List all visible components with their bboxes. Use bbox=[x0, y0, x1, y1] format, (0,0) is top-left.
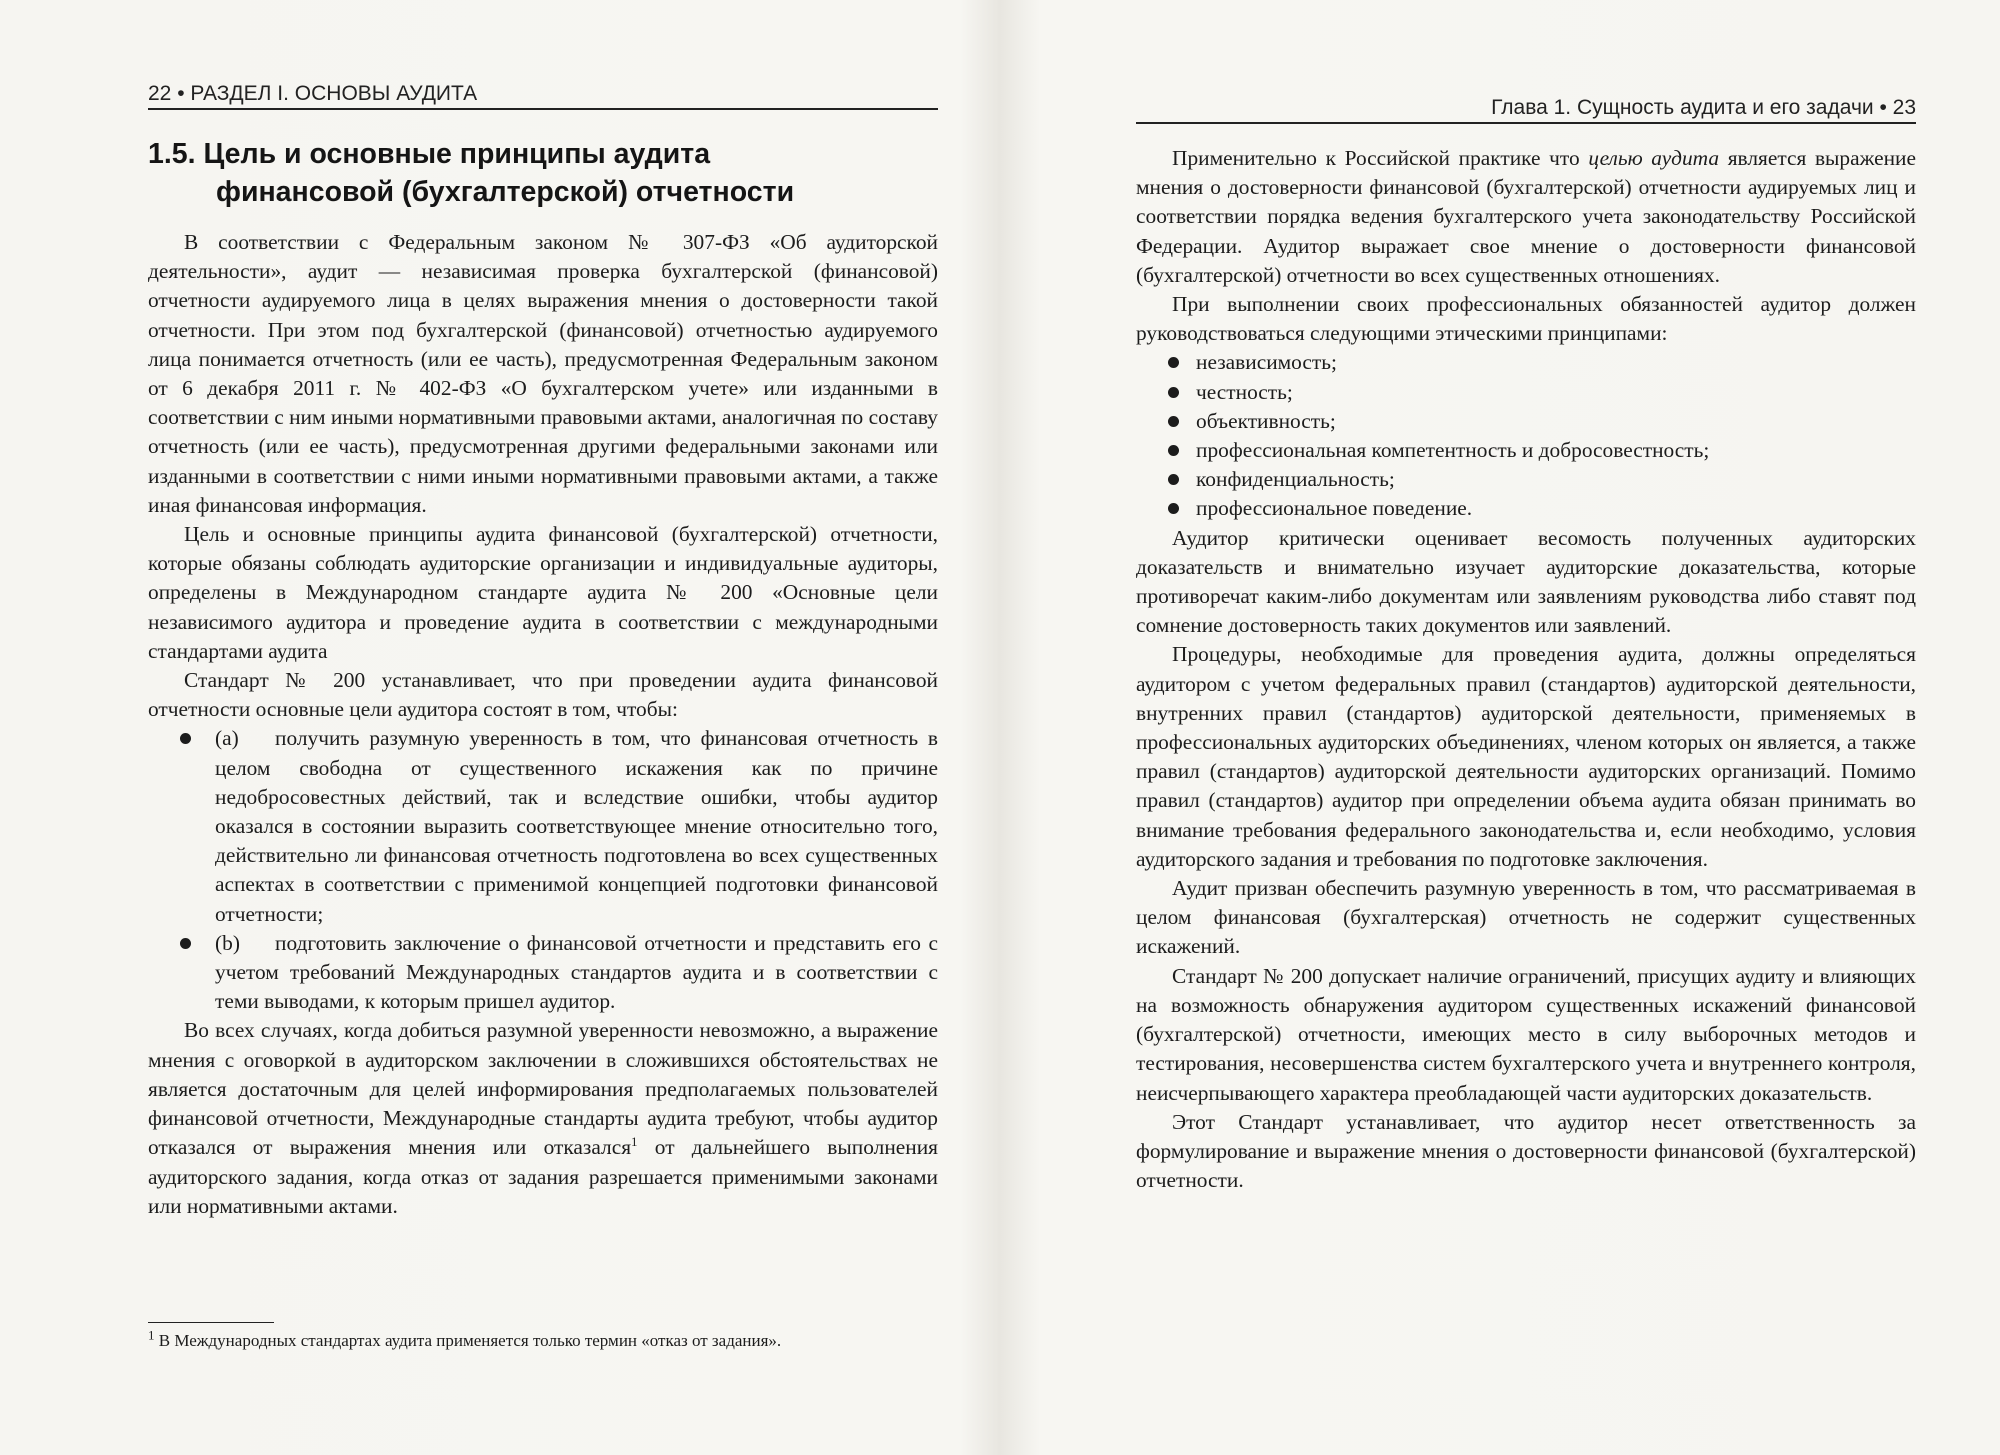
paragraph bbox=[1136, 144, 1916, 290]
paragraph-text: является выражение мнения о достоверности финансовой (бухгалтерской) отчетности аудируемых лиц и соответствии порядка ведения бухгалтерского учета законодательству Российской Федерации. Аудитор выражает свое мнение о достоверности финансовой (бухгалтерской) отчетности во всех существенных отношениях. bbox=[1136, 146, 1916, 287]
right-page bbox=[1136, 0, 1916, 1455]
paragraph: При выполнении своих профессиональных обязанностей аудитор должен руководствоваться следующими этическими принципами: bbox=[1136, 292, 1916, 346]
section-title-line-2: финансовой (бухгалтерской) отчетности bbox=[216, 176, 795, 208]
list-item bbox=[1136, 465, 1916, 494]
footnote-divider bbox=[148, 1322, 274, 1323]
list-item-marker: (a) bbox=[215, 726, 239, 751]
right-running-head: Глава 1. Сущность аудита и его задачи • 23 bbox=[1136, 96, 1916, 124]
list-item bbox=[1136, 436, 1916, 465]
list-item-b bbox=[148, 929, 938, 1017]
footnote-text: В Международных стандартах аудита применяется только термин «отказ от задания». bbox=[154, 1331, 782, 1350]
footnote-mark: 1 bbox=[148, 1327, 155, 1343]
paragraph: Стандарт № 200 устанавливает, что при проведении аудита финансовой отчетности основные цели аудитора состоят в том, чтобы: bbox=[148, 668, 938, 722]
paragraph: Цель и основные принципы аудита финансовой (бухгалтерской) отчетности, которые обязаны соблюдать аудиторские организации и индивидуальные аудиторы, определены в Международном стандарте аудита № 200 «Основные цели независимого аудитора и проведение аудита в соответствии с международными стандартами аудита bbox=[148, 522, 938, 663]
footnote bbox=[148, 1327, 938, 1352]
list-item-text: получить разумную уверенность в том, что финансовая отчетность в целом свободна от существенного искажения как по причине недобросовестных действий, так и вследствие ошибки, чтобы аудитор оказался в состоянии выразить соответствующее мнение относительно того, действительно ли финансовая отчетность подготовлена во всех существенных аспектах в соответствии с применимой концепцией подготовки финансовой отчетности; bbox=[215, 726, 938, 926]
bullet-icon bbox=[1168, 357, 1179, 368]
footnote-reference[interactable]: 1 bbox=[631, 1134, 638, 1150]
left-page bbox=[148, 0, 938, 1455]
emphasis-text: целью аудита bbox=[1588, 146, 1720, 170]
section-title bbox=[148, 135, 938, 211]
bullet-icon bbox=[180, 733, 191, 744]
paragraph: В соответствии с Федеральным законом № 307-ФЗ «Об аудиторской деятельности», аудит — независимая проверка бухгалтерской (финансовой) отчетности аудируемого лица в целях выражения мнения о достоверности такой отчетности. При этом под бухгалтерской (финансовой) отчетностью аудируемого лица понимается отчетность (или ее часть), предусмотренная Федеральным законом от 6 декабря 2011 г. № 402-ФЗ «О бухгалтерском учете» или изданными в соответствии с ним иными нормативными правовыми актами, аналогичная по составу отчетность (или ее часть), предусмотренная другими федеральными законами или изданными в соответствии с ними иными нормативными правовыми актами, а также иная финансовая информация. bbox=[148, 230, 938, 517]
list-item-text: профессиональное поведение. bbox=[1196, 496, 1473, 521]
paragraph: Этот Стандарт устанавливает, что аудитор несет ответственность за формулирование и выражение мнения о достоверности финансовой (бухгалтерской) отчетности. bbox=[1136, 1109, 1916, 1193]
right-body-text bbox=[1136, 144, 1916, 1195]
paragraph-text: Применительно к Российской практике что bbox=[1172, 146, 1589, 170]
left-running-head: 22 • РАЗДЕЛ I. ОСНОВЫ АУДИТА bbox=[148, 82, 938, 110]
list-item-text: подготовить заключение о финансовой отчетности и представить его с учетом требований Международных стандартов аудита и в соответствии с теми выводами, к которым пришел аудитор. bbox=[215, 930, 938, 1014]
list-item bbox=[1136, 407, 1916, 436]
section-title-line-1: 1.5. Цель и основные принципы аудита bbox=[148, 138, 711, 170]
paragraph-text: от дальнейшего выполнения аудиторского задания, когда отказ от задания разрешается применимыми законами или нормативными актами. bbox=[148, 1135, 938, 1218]
bullet-icon bbox=[180, 938, 191, 949]
list-item bbox=[1136, 348, 1916, 377]
list-item-text: объективность; bbox=[1196, 408, 1336, 433]
list-item-marker: (b) bbox=[215, 930, 240, 955]
list-item bbox=[1136, 378, 1916, 407]
paragraph: Стандарт № 200 допускает наличие ограничений, присущих аудиту и влияющих на возможность обнаружения аудитором существенных искажений финансовой (бухгалтерской) отчетности, имеющих место в силу выборочных методов и тестирования, несовершенства систем бухгалтерского учета и внутреннего контроля, неисчерпывающего характера преобладающей части аудиторских доказательств. bbox=[1136, 963, 1916, 1105]
list-item bbox=[1136, 494, 1916, 523]
list-item-text: честность; bbox=[1196, 379, 1293, 404]
paragraph-text: Во всех случаях, когда добиться разумной уверенности невозможно, а выражение мнения с оговоркой в аудиторском заключении в сложившихся обстоятельствах не является достаточным для целей информирования предполагаемых пользователей финансовой отчетности, Международные стандарты аудита требуют, чтобы аудитор отказался от выражения мнения или отказался bbox=[148, 1018, 938, 1160]
paragraph: Процедуры, необходимые для проведения аудита, должны определяться аудитором с учетом федеральных правил (стандартов) аудиторской деятельности, внутренних правил (стандартов) аудиторской деятельности, применяемых в профессиональных аудиторских объединениях, членом которых он является, а также правил (стандартов) аудиторской деятельности аудиторских организаций. Помимо правил (стандартов) аудитор при определении объема аудита обязан принимать во внимание требования федерального законодательства и, если необходимо, условия аудиторского задания и требования по подготовке заключения. bbox=[1136, 642, 1916, 871]
bullet-icon bbox=[1168, 387, 1179, 398]
list-item-text: независимость; bbox=[1196, 350, 1337, 375]
bullet-icon bbox=[1168, 416, 1179, 427]
left-body-text bbox=[148, 228, 938, 1221]
bullet-icon bbox=[1168, 474, 1179, 485]
bullet-icon bbox=[1168, 445, 1179, 456]
paragraph: Аудитор критически оценивает весомость полученных аудиторских доказательств и внимательно изучает аудиторские доказательства, которые противоречат каким-либо документам или заявлениям руководства либо ставят под сомнение достоверность таких документов или заявлений. bbox=[1136, 525, 1916, 638]
list-item-a bbox=[148, 724, 938, 928]
bullet-icon bbox=[1168, 503, 1179, 514]
list-item-text: профессиональная компетентность и добросовестность; bbox=[1196, 438, 1710, 463]
principles-list bbox=[1136, 348, 1916, 523]
paragraph: Аудит призван обеспечить разумную уверенность в том, что рассматриваемая в целом финансовая (бухгалтерская) отчетность не содержит существенных искажений. bbox=[1136, 876, 1916, 959]
list-item-text: конфиденциальность; bbox=[1196, 467, 1395, 492]
paragraph bbox=[148, 1016, 938, 1220]
